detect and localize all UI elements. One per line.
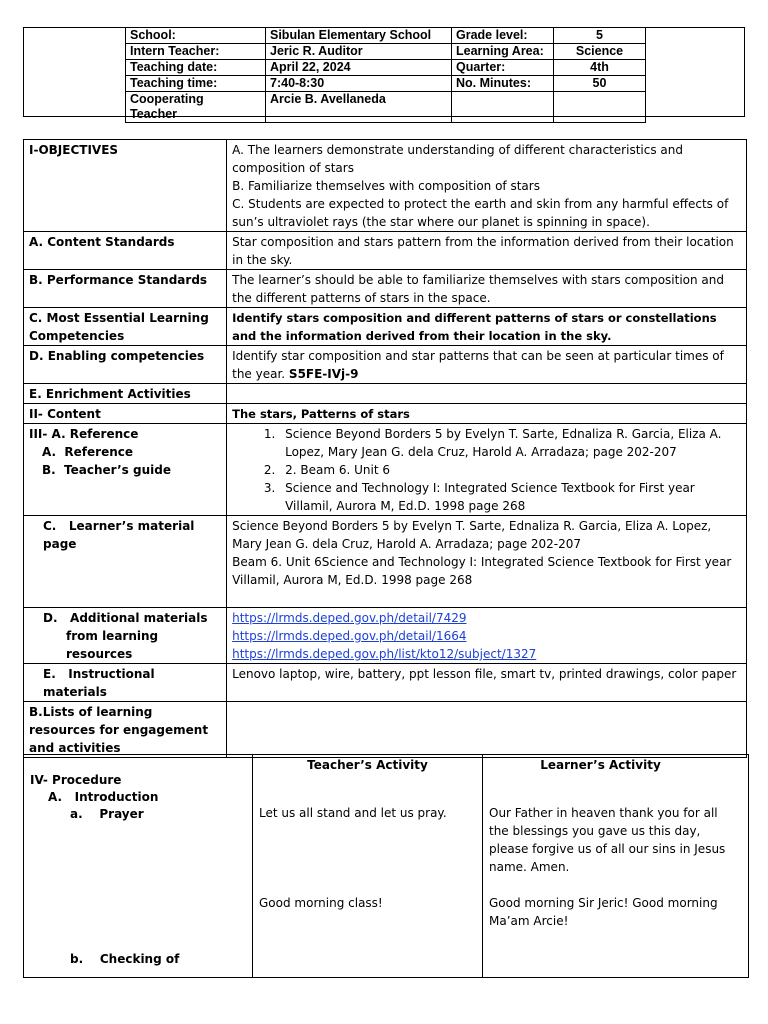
procedure-label-cell bbox=[24, 755, 253, 978]
reference-value bbox=[227, 424, 747, 516]
lists-label: B.Lists of learning resources for engagement and activities bbox=[24, 702, 227, 758]
instructional-label-text: E. Instructional materials bbox=[43, 667, 155, 699]
reference-sub-a: A. Reference bbox=[42, 445, 134, 459]
link-lrmds-7429[interactable]: https://lrmds.deped.gov.ph/detail/7429 bbox=[232, 611, 467, 625]
content-value: The stars, Patterns of stars bbox=[227, 404, 747, 424]
additional-materials-label bbox=[24, 608, 227, 664]
performance-standards-label: B. Performance Standards bbox=[24, 270, 227, 308]
school-value: Sibulan Elementary School bbox=[266, 28, 452, 44]
reference-sub-b: B. Teacher’s guide bbox=[42, 463, 171, 477]
learner-material-label bbox=[24, 516, 227, 608]
instructional-materials-label bbox=[24, 664, 227, 702]
minutes-label: No. Minutes: bbox=[452, 76, 554, 92]
procedure-checking: b. Checking of bbox=[70, 952, 180, 966]
procedure-title: IV- Procedure bbox=[30, 773, 122, 787]
time-label: Teaching time: bbox=[126, 76, 266, 92]
school-label: School: bbox=[126, 28, 266, 44]
additional-label-line1: D. Additional materials bbox=[43, 611, 208, 625]
quarter-label: Quarter: bbox=[452, 60, 554, 76]
learner-material-line2: Beam 6. Unit 6Science and Technology I: Integrated Science Textbook for First year Villamil, Aurora M, Ed.D. 1998 page 268 bbox=[232, 555, 732, 587]
learner-material-label-text: C. Learner’s material page bbox=[43, 519, 195, 551]
time-value: 7:40-8:30 bbox=[266, 76, 452, 92]
enabling-code: S5FE-IVj-9 bbox=[288, 367, 359, 381]
lists-value bbox=[227, 702, 747, 758]
objective-b: B. Familiarize themselves with composition of stars bbox=[232, 179, 540, 193]
link-lrmds-kto12[interactable]: https://lrmds.deped.gov.ph/list/kto12/subject/1327 bbox=[232, 647, 537, 661]
instructional-materials-value: Lenovo laptop, wire, battery, ppt lesson file, smart tv, printed drawings, color paper bbox=[227, 664, 747, 702]
coop-label-line2: Teacher bbox=[130, 107, 178, 121]
intern-value: Jeric R. Auditor bbox=[266, 44, 452, 60]
content-label: II- Content bbox=[24, 404, 227, 424]
objective-a: A. The learners demonstrate understanding of different characteristics and composition of stars bbox=[232, 143, 683, 175]
quarter-value: 4th bbox=[554, 60, 646, 76]
grade-value: 5 bbox=[554, 28, 646, 44]
objectives-value bbox=[227, 140, 747, 232]
teacher-activity-heading: Teacher’s Activity bbox=[307, 758, 428, 772]
procedure-introduction: A. Introduction bbox=[48, 790, 159, 804]
lesson-plan-table bbox=[23, 139, 747, 758]
reference-item: 3. Science and Technology I: Integrated Science Textbook for First year Villamil, Aurora M, Ed.D. 1998 page 268 bbox=[279, 479, 741, 515]
enrichment-label: E. Enrichment Activities bbox=[24, 384, 227, 404]
teacher-activity-cell bbox=[253, 755, 483, 978]
learner-material-value bbox=[227, 516, 747, 608]
reference-item: 1. Science Beyond Borders 5 by Evelyn T. Sarte, Ednaliza R. Garcia, Eliza A. Lopez, Mary Jean G. dela Cruz, Harold A. Arradaza; page 202-207 bbox=[279, 425, 741, 461]
date-label: Teaching date: bbox=[126, 60, 266, 76]
learner-activity-heading: Learner’s Activity bbox=[540, 758, 661, 772]
content-standards-value: Star composition and stars pattern from the information derived from their location in the sky. bbox=[227, 232, 747, 270]
performance-standards-value: The learner’s should be able to familiarize themselves with stars composition and the different patterns of stars in the space. bbox=[227, 270, 747, 308]
learner-line-prayer: Our Father in heaven thank you for all the blessings you gave us this day, please forgive us of all our sins in Jesus name. Amen. bbox=[489, 806, 726, 874]
additional-label-line2: from learning bbox=[66, 629, 159, 643]
enrichment-value bbox=[227, 384, 747, 404]
objectives-label: I-OBJECTIVES bbox=[24, 140, 227, 232]
header-table bbox=[125, 27, 646, 123]
empty-cell bbox=[554, 92, 646, 123]
date-value: April 22, 2024 bbox=[266, 60, 452, 76]
objective-c: C. Students are expected to protect the earth and skin from any harmful effects of sun’s ultraviolet rays (the star where our planet is spinning in space). bbox=[232, 197, 729, 229]
minutes-value: 50 bbox=[554, 76, 646, 92]
melc-label: C. Most Essential Learning Competencies bbox=[24, 308, 227, 346]
intern-label: Intern Teacher: bbox=[126, 44, 266, 60]
learner-activity-cell bbox=[483, 755, 749, 978]
area-value: Science bbox=[554, 44, 646, 60]
reference-item: 2. 2. Beam 6. Unit 6 bbox=[279, 461, 741, 479]
procedure-prayer: a. Prayer bbox=[70, 807, 144, 821]
additional-materials-value bbox=[227, 608, 747, 664]
link-lrmds-1664[interactable]: https://lrmds.deped.gov.ph/detail/1664 bbox=[232, 629, 467, 643]
learner-material-line1: Science Beyond Borders 5 by Evelyn T. Sarte, Ednaliza R. Garcia, Eliza A. Lopez, Mary Jean G. dela Cruz, Harold A. Arradaza; page 202-207 bbox=[232, 519, 712, 551]
coop-label bbox=[126, 92, 266, 123]
coop-value: Arcie B. Avellaneda bbox=[266, 92, 452, 123]
content-standards-label: A. Content Standards bbox=[24, 232, 227, 270]
learner-line-greeting: Good morning Sir Jeric! Good morning Ma’am Arcie! bbox=[489, 896, 718, 928]
enabling-text: Identify star composition and star patterns that can be seen at particular times of the year. bbox=[232, 349, 724, 381]
grade-label: Grade level: bbox=[452, 28, 554, 44]
area-label: Learning Area: bbox=[452, 44, 554, 60]
additional-label-line3: resources bbox=[66, 647, 133, 661]
empty-cell bbox=[452, 92, 554, 123]
enabling-value bbox=[227, 346, 747, 384]
teacher-line-greeting: Good morning class! bbox=[259, 896, 383, 910]
teacher-line-prayer: Let us all stand and let us pray. bbox=[259, 806, 447, 820]
enabling-label: D. Enabling competencies bbox=[24, 346, 227, 384]
procedure-table bbox=[23, 754, 749, 978]
reference-heading: III- A. Reference bbox=[29, 427, 139, 441]
melc-value: Identify stars composition and different patterns of stars or constellations and the information derived from their location in the sky. bbox=[227, 308, 747, 346]
coop-label-line1: Cooperating bbox=[130, 92, 204, 106]
reference-label bbox=[24, 424, 227, 516]
